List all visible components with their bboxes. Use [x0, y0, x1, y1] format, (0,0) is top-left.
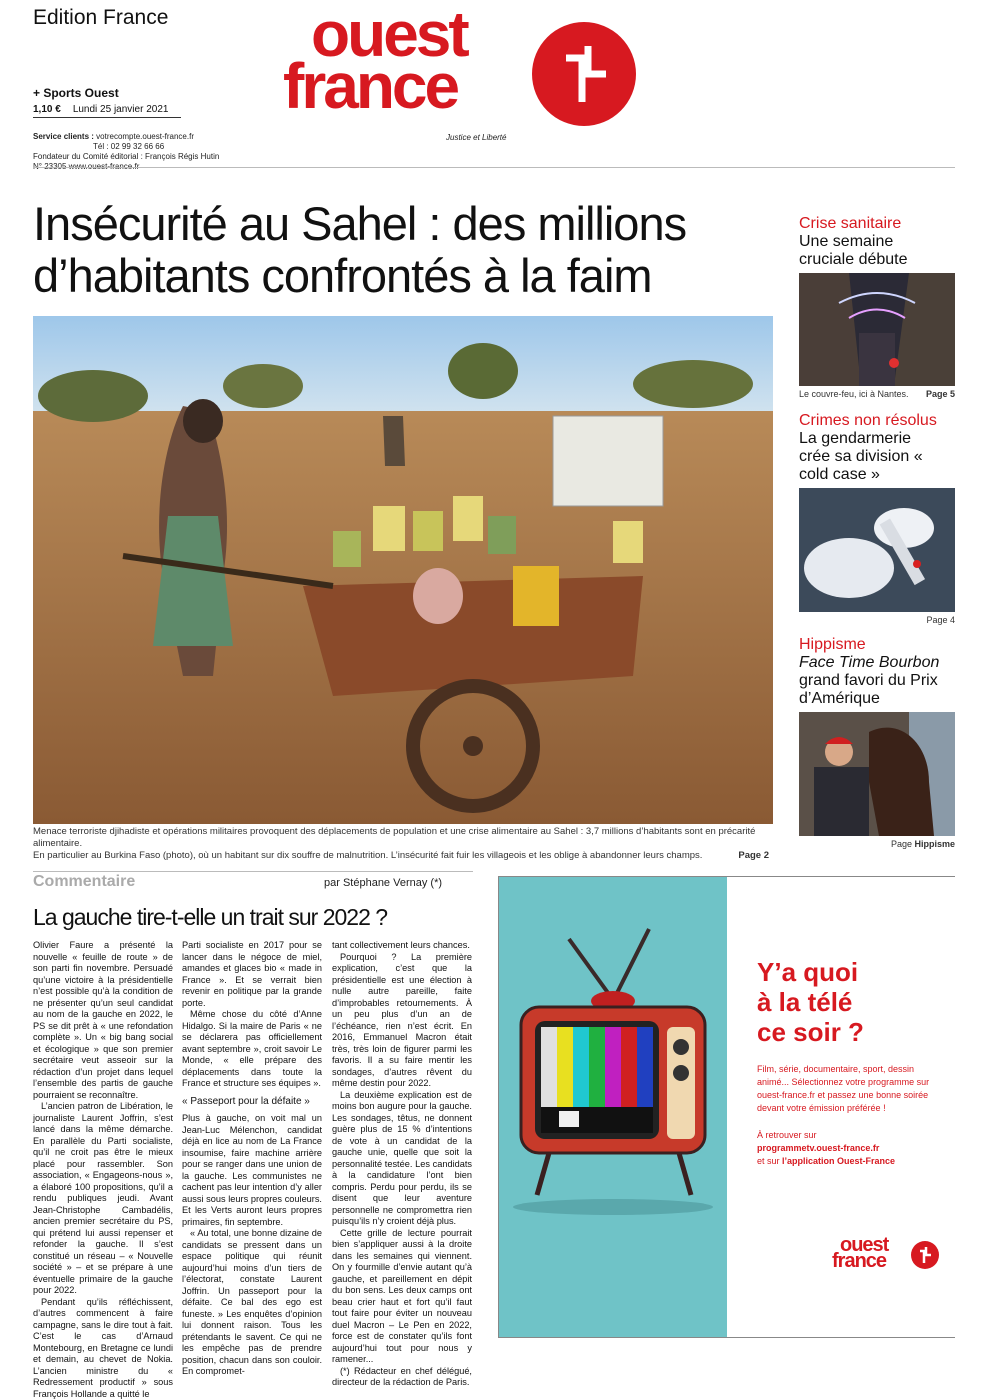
divider: [33, 871, 473, 872]
paragraph: La deuxième explication est de moins bon augure pour la gauche. Les sondages, têtus, ne donnent guère plus de 15 % d’intentions de vote à un candidat de la gauche unie, quelle que soit la personnalité testée. Les candidats à la candidature l’ont bien compris. Perdu pour perdu, ils se disent que leur aventure personnelle ne compromettra rien puisqu’ils n’y croient déjà plus.: [332, 1090, 472, 1228]
side-page-ref[interactable]: Page 5: [926, 389, 955, 399]
side-title: grand favori du Prix d’Amérique: [799, 672, 955, 708]
paragraph: Pendant qu’ils réfléchissent, d’autres commencent à faire campagne, sans le dire tout à fait. C’est le cas d’Arnaud Montebourg, en Bretagne ce lundi et demain, au chevet de Nokia. L’ancien ministre du « Redressement productif » sous François Hollande a quitté le: [33, 1297, 173, 1400]
side-caption: Le couvre-feu, ici à Nantes.: [799, 389, 909, 399]
side-kicker: Crise sanitaire: [799, 214, 955, 233]
paragraph: Olivier Faure a présenté la nouvelle « feuille de route » de son parti fin novembre. Persuadé qu’une victoire à la présidentielle n’est possible qu’à la condition de ne présenter qu’un seul candidat au nom de la gauche en 2022, le PS se dit prêt à « une refondation complète ». Un « big bang social et écologique » que son premier secrétaire veut asseoir sur la rédaction d’un projet dans lequel l’ensemble des partis de gauche pourraient se reconnaître.: [33, 940, 173, 1101]
logo-line-1: ouest: [283, 8, 467, 60]
side-page-ref[interactable]: Page Hippisme: [891, 839, 955, 849]
tv-advert[interactable]: [498, 876, 955, 1338]
price: 1,10 €: [33, 104, 61, 115]
footnote: (*) Rédacteur en chef délégué, directeur de la rédaction de Paris.: [332, 1366, 472, 1389]
article-column-2: [182, 940, 322, 1378]
caption-line-2: En particulier au Burkina Faso (photo), où un habitant sur dix souffre de malnutrition. L’insécurité fait fuir les villageois et les oblige à abandonner leurs champs.: [33, 850, 773, 862]
paragraph: Plus à gauche, on voit mal un Jean-Luc Mélenchon, candidat déjà en lice au nom de La France insoumise, faire machine arrière pour se ranger dans une union de la gauche. Les communistes ne cachent pas leur intention d’y aller aussi sous leurs propres couleurs. Et les Verts auront leurs propres primaires, fin septembre.: [182, 1113, 322, 1228]
logo-circle-icon: [532, 22, 636, 126]
ad-copy: [727, 877, 956, 1337]
ad-logo: [832, 1237, 888, 1269]
ad-title-line: Y’a quoi: [757, 957, 864, 987]
side-photo: [799, 488, 955, 612]
ad-link-app[interactable]: l’application Ouest-France: [782, 1156, 895, 1166]
founder-line: Fondateur du Comité éditorial : François Régis Hutin: [33, 152, 273, 162]
service-info: [33, 132, 273, 172]
ad-links: [757, 1129, 937, 1168]
side-title-italic: Face Time Bourbon: [799, 654, 955, 672]
side-photo: [799, 712, 955, 836]
ad-logo-line: france: [832, 1253, 888, 1269]
headline-line-2: d’habitants confrontés à la faim: [33, 250, 773, 302]
price-date: [33, 104, 181, 118]
article-column-3: [332, 940, 472, 1389]
side-page-hippisme: Hippisme: [914, 839, 955, 849]
divider: [33, 167, 955, 168]
service-email[interactable]: votrecompte.ouest-france.fr: [96, 132, 194, 141]
ad-text: Film, série, documentaire, sport, dessin animé... Sélectionnez votre programme sur ouest-france.fr et passez une bonne soirée devant votre émission préférée !: [757, 1063, 937, 1115]
lead-photo[interactable]: [33, 316, 773, 824]
ad-title: [757, 957, 864, 1047]
lead-headline[interactable]: [33, 198, 773, 302]
paragraph: Pourquoi ? La première explication, c’est que la présidentielle est une élection à nulle autre pareille, faite d’improbables retournements. À un peu plus d’un an de l’échéance, rien n’est écrit. En 2016, Emmanuel Macron était très, très loin de figurer parmi les favoris. Il a su faire mentir les sondages, d’autres rêvent du même destin pour 2022.: [332, 952, 472, 1090]
ad-title-line: ce soir ?: [757, 1017, 864, 1047]
service-phone: Tél : 02 99 32 66 66: [33, 142, 273, 152]
side-story-2[interactable]: [799, 411, 955, 625]
subhead: « Passeport pour la défaite »: [182, 1096, 322, 1108]
lead-caption: [33, 826, 773, 862]
paragraph: tant collectivement leurs chances.: [332, 940, 472, 952]
side-kicker: Crimes non résolus: [799, 411, 955, 430]
side-title: Une semaine cruciale débute: [799, 233, 934, 269]
side-page-ref[interactable]: Page 4: [926, 615, 955, 625]
ad-link-url[interactable]: programmetv.ouest-france.fr: [757, 1143, 879, 1153]
caption-line-1: Menace terroriste djihadiste et opérations militaires provoquent des déplacements de population et une crise alimentaire au Sahel : 3,7 millions d’habitants sont en précarité alimentaire.: [33, 826, 773, 850]
service-label: Service clients :: [33, 132, 94, 141]
ouest-france-logo[interactable]: [283, 8, 467, 112]
headline-line-1: Insécurité au Sahel : des millions: [33, 198, 773, 250]
tagline: Justice et Liberté: [446, 133, 506, 142]
paragraph: « Au total, une bonne dizaine de candidats se pressent dans un espace politique qui réunit aujourd’hui moins d’un tiers de l’électorat, constate Laurent Joffrin. Un passeport pour la défaite. Ce bal des ego est funeste. » Les enquêtes d’opinion lui donnent raison. Tous les prétendants le savent. Ce qui ne les empêche pas de prendre position, chacun dans son couloir. En compromet-: [182, 1228, 322, 1378]
side-story-1[interactable]: [799, 214, 955, 399]
ad-logo-line: ouest: [832, 1237, 888, 1253]
ad-title-line: à la télé: [757, 987, 864, 1017]
sidebar: [799, 214, 955, 849]
paragraph: L’ancien patron de Libération, le journaliste Laurent Joffrin, s’est lancé dans la même démarche. En parallèle du Parti socialiste, qu’il ne croit pas être le mieux placé pour rassembler. Son association, « Engageons-nous », a élaboré 100 propositions, qu’il a rendu publiques jeudi. Avant Jean-Christophe Cambadélis, ancien premier secrétaire du PS, qui prétend lui aussi repenser et refonder la gauche. Il s’est constitué un réseau – « Nouvelle société » – et se prépare à une éventuelle primaire de la gauche pour 2022.: [33, 1101, 173, 1297]
commentary-author: par Stéphane Vernay (*): [324, 877, 442, 889]
paragraph: Même chose du côté d’Anne Hidalgo. Si la maire de Paris « ne se déclarera pas officiellement avant septembre », croit savoir Le Monde, « elle prépare des déplacements dans toute la France et structure ses équipes ».: [182, 1009, 322, 1090]
side-kicker: Hippisme: [799, 635, 955, 654]
issue-date: Lundi 25 janvier 2021: [73, 104, 169, 115]
commentary-title[interactable]: La gauche tire-t-elle un trait sur 2022 ?: [33, 904, 387, 931]
ad-link-and: et sur: [757, 1156, 780, 1166]
ad-link-intro: À retrouver sur: [757, 1129, 937, 1142]
tv-icon: [499, 877, 727, 1337]
ad-logo-circle-icon: [911, 1241, 939, 1269]
article-column-1: [33, 940, 173, 1400]
paragraph: Cette grille de lecture pourrait bien s’appliquer aussi à la droite dans les semaines qui viennent. On y fourmille d’envie autant qu’à gauche, et pareillement en dépit du bon sens. Les deux camps ont beau crier haut et fort qu’il faut tout faire pour éviter un nouveau duel Macron – Le Pen en 2022, force est de constater qu’ils font aujourd’hui tout pour nous y ramener...: [332, 1228, 472, 1366]
lead-page-ref[interactable]: Page 2: [738, 850, 769, 862]
edition-label: Edition France: [33, 6, 168, 30]
paragraph: Parti socialiste en 2017 pour se lancer dans le négoce de miel, amandes et glaces bio « made in France ». Et se verrait bien revenir en politique par la grande porte.: [182, 940, 322, 1009]
commentary-kicker: Commentaire: [33, 873, 135, 891]
ad-illustration: [499, 877, 727, 1337]
logo-line-2: france: [283, 60, 467, 112]
side-story-3[interactable]: [799, 635, 955, 849]
side-title: La gendarmerie crée sa division « cold case »: [799, 430, 924, 484]
side-photo: [799, 273, 955, 386]
supplement-label: + Sports Ouest: [33, 86, 119, 100]
